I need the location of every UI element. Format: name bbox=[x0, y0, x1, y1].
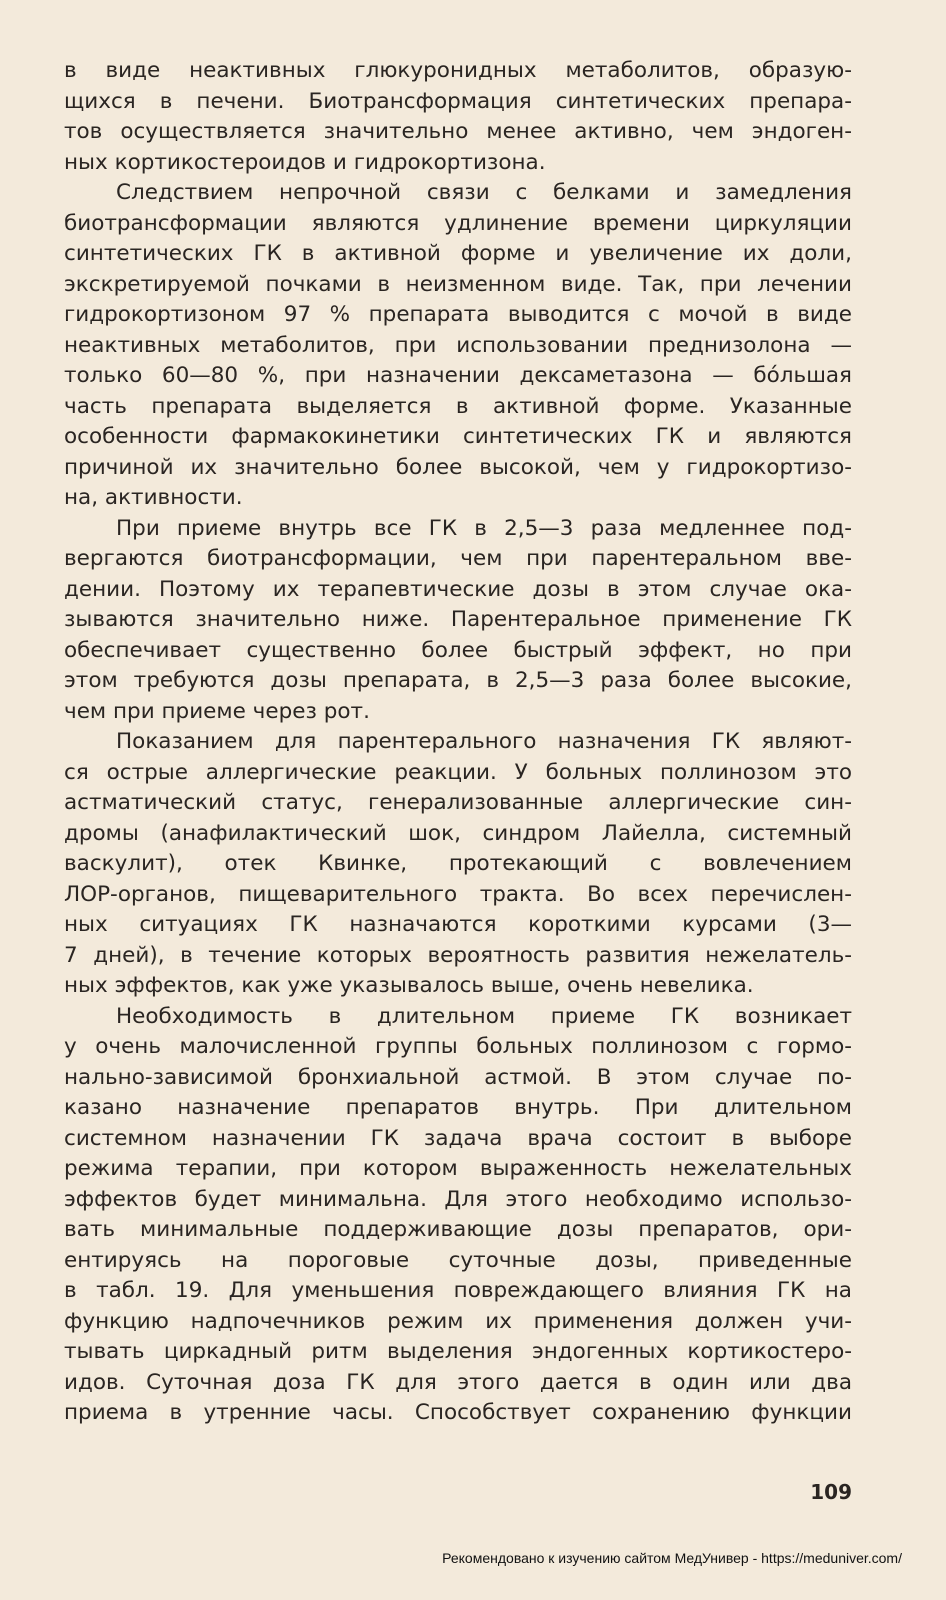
text-line: Необходимость в длительном приеме ГК возникает bbox=[116, 1003, 852, 1029]
text-line: ЛОР-органов, пищеварительного тракта. Во всех перечислен- bbox=[64, 881, 852, 907]
page-number: 109 bbox=[810, 1480, 852, 1504]
footer-watermark: Рекомендовано к изучению сайтом МедУнивер - https://meduniver.com/ bbox=[442, 1550, 902, 1566]
text-line: При приеме внутрь все ГК в 2,5—3 раза медленнее под- bbox=[116, 515, 852, 541]
text-line: тывать циркадный ритм выделения эндогенных кортикостеро- bbox=[64, 1339, 852, 1364]
text-line: неактивных метаболитов, при использовании преднизолона — bbox=[64, 332, 852, 358]
body-text bbox=[64, 56, 852, 1429]
text-line: ся острые аллергические реакции. У больных поллинозом это bbox=[64, 759, 852, 785]
text-line: ных эффектов, как уже указывалось выше, очень невелика. bbox=[64, 973, 754, 998]
text-line: ных ситуациях ГК назначаются короткими курсами (3— bbox=[64, 912, 852, 937]
text-line: синтетических ГК в активной форме и увеличение их доли, bbox=[64, 241, 852, 266]
text-line: дении. Поэтому их терапевтические дозы в этом случае ока- bbox=[64, 576, 852, 602]
text-line: нально-зависимой бронхиальной астмой. В этом случае по- bbox=[64, 1064, 852, 1090]
text-line: астматический статус, генерализованные аллергические син- bbox=[64, 790, 852, 815]
text-line: Показанием для парентерального назначения ГК являют- bbox=[116, 729, 852, 754]
text-line: дромы (анафилактический шок, синдром Лайелла, системный bbox=[64, 820, 852, 846]
text-line: функцию надпочечников режим их применения должен учи- bbox=[64, 1308, 852, 1334]
text-line: вергаются биотрансформации, чем при парентеральном вве- bbox=[64, 546, 852, 571]
text-line: гидрокортизоном 97 % препарата выводится с мочой в виде bbox=[64, 302, 852, 327]
text-line: особенности фармакокинетики синтетических ГК и являются bbox=[64, 424, 852, 449]
text-line: обеспечивает существенно более быстрый эффект, но при bbox=[64, 637, 852, 663]
text-line: ных кортикостероидов и гидрокортизона. bbox=[64, 149, 546, 175]
text-line: этом требуются дозы препарата, в 2,5—3 раза более высокие, bbox=[64, 668, 852, 693]
text-line: экскретируемой почками в неизменном виде. Так, при лечении bbox=[64, 271, 852, 297]
text-line: Следствием непрочной связи с белками и замедления bbox=[116, 180, 852, 205]
text-line: идов. Суточная доза ГК для этого дается в один или два bbox=[64, 1369, 852, 1395]
text-line: на, активности. bbox=[64, 485, 243, 510]
text-line: васкулит), отек Квинке, протекающий с вовлечением bbox=[64, 851, 852, 876]
text-line: только 60—80 %, при назначении дексаметазона — бóльшая bbox=[64, 363, 852, 388]
text-line: в виде неактивных глюкуронидных метаболитов, образую- bbox=[64, 58, 852, 83]
text-line: причиной их значительно более высокой, чем у гидрокортизо- bbox=[64, 454, 852, 480]
text-line: щихся в печени. Биотрансформация синтетических препара- bbox=[64, 88, 852, 114]
text-line: зываются значительно ниже. Парентеральное применение ГК bbox=[64, 607, 852, 632]
text-line: 7 дней), в течение которых вероятность развития нежелатель- bbox=[64, 942, 852, 968]
text-line: приема в утренние часы. Способствует сохранению функции bbox=[64, 1400, 852, 1425]
text-line: тов осуществляется значительно менее активно, чем эндоген- bbox=[64, 119, 852, 144]
text-line: часть препарата выделяется в активной форме. Указанные bbox=[64, 393, 852, 419]
text-line: вать минимальные поддерживающие дозы препаратов, ори- bbox=[64, 1217, 852, 1242]
text-line: чем при приеме через рот. bbox=[64, 698, 370, 724]
text-line: у очень малочисленной группы больных поллинозом с гормо- bbox=[64, 1034, 852, 1059]
text-line: казано назначение препаратов внутрь. При длительном bbox=[64, 1095, 852, 1120]
text-line: эффектов будет минимальна. Для этого необходимо использо- bbox=[64, 1186, 852, 1212]
text-line: в табл. 19. Для уменьшения повреждающего влияния ГК на bbox=[64, 1278, 852, 1303]
text-line: режима терапии, при котором выраженность нежелательных bbox=[64, 1156, 852, 1181]
text-line: ентируясь на пороговые суточные дозы, приведенные bbox=[64, 1247, 852, 1273]
text-line: биотрансформации являются удлинение времени циркуляции bbox=[64, 210, 852, 236]
text-line: системном назначении ГК задача врача состоит в выборе bbox=[64, 1125, 852, 1151]
